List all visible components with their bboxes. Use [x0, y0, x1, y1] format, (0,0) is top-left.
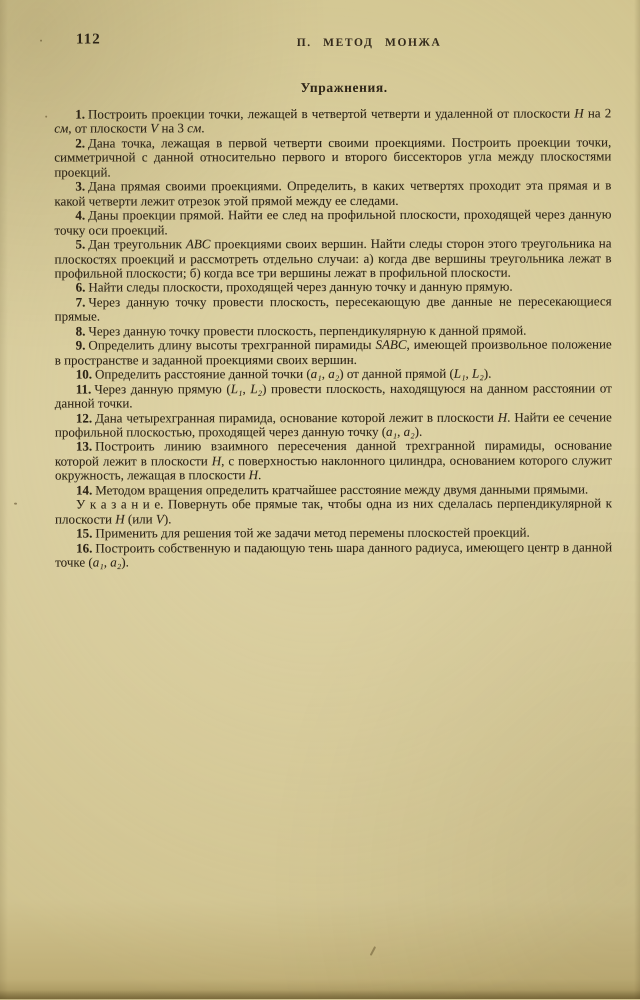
- note-text: У к а з а н и е. Повернуть обе прямые так, чтобы одна из них сделалась перпендикулярной к плоскости H (или V).: [55, 495, 613, 527]
- scan-speck: [40, 40, 42, 42]
- exercise-number: 5.: [75, 236, 86, 252]
- exercise-item-9: [55, 338, 612, 368]
- exercise-item-2: [54, 135, 611, 180]
- page-edge-shadow-bottom: [0, 990, 640, 999]
- scan-speck: [45, 116, 47, 118]
- running-header: П. МЕТОД МОНЖА: [296, 36, 442, 50]
- exercise-number: 6.: [75, 279, 86, 295]
- exercise-number: 10.: [75, 366, 93, 382]
- exercise-text: Через данную прямую (L₁, L₂) провести плоскость, находящуюся на данном расстоянии от данной точки.: [54, 379, 612, 411]
- exercise-number: 15.: [76, 525, 93, 541]
- exercise-text: Дана четырехгранная пирамида, основание которой лежит в плоскости H. Найти ее сечение профильной плоскостью, проходящей через данную точку (a₁, a₂).: [54, 408, 612, 440]
- exercise-text: Найти следы плоскости, проходящей через данную точку и данную прямую.: [88, 279, 513, 295]
- exercise-text: Дана прямая своими проекциями. Определить, в каких четвертях проходит эта прямая и в какой четверти лежит отрезок этой прямой между ее следами.: [54, 177, 612, 209]
- exercise-item-12: [55, 410, 612, 440]
- exercise-number: 13.: [75, 438, 93, 454]
- exercise-number: 4.: [75, 207, 86, 223]
- exercise-text: Построить собственную и падающую тень шара данного радиуса, имеющего центр в данной точке (a₁, a₂).: [55, 538, 613, 570]
- exercise-number: 12.: [75, 409, 93, 426]
- page-edge-shadow-left: [0, 0, 8, 999]
- exercise-number: 14.: [75, 482, 93, 498]
- exercise-number: 2.: [75, 135, 86, 151]
- exercise-item-11: [55, 381, 612, 411]
- exercise-text: Дана точка, лежащая в первой четверти своими проекциями. Построить проекции точки, симметричной с данной относительно первого и второго биссекторов угла между плоскостями проекций.: [54, 134, 612, 180]
- exercise-number: 9.: [75, 337, 86, 353]
- scan-scratch: [370, 946, 376, 956]
- exercise-number: 16.: [76, 540, 93, 556]
- section-title: Упражнения.: [300, 79, 388, 96]
- exercise-text: Даны проекции прямой. Найти ее след на профильной плоскости, проходящей через данную точку оси проекций.: [54, 206, 612, 238]
- exercise-item-7: [55, 294, 612, 324]
- exercise-item-16: [55, 540, 612, 570]
- exercise-item-13: [55, 439, 612, 484]
- exercise-list: [54, 106, 612, 570]
- exercise-text: Определить расстояние данной точки (a₁, a₂) от данной прямой (L₁, L₂).: [94, 365, 492, 382]
- exercise-number: 11.: [75, 381, 92, 397]
- exercise-item-5: [54, 236, 611, 281]
- exercise-item-1: [54, 106, 611, 136]
- instruction-note: [55, 497, 612, 527]
- exercise-item-3: [54, 179, 611, 209]
- exercise-text: Дан треугольник ABC проекциями своих вершин. Найти следы сторон этого треугольника на плоскостях проекций и рассмотреть отдельно случаи: а) когда две вершины треугольника лежат в профильной плоскости; б) когда все три вершины лежат в профильной плоскости.: [54, 235, 612, 281]
- exercise-text: Применить для решения той же задачи метод перемены плоскостей проекций.: [95, 524, 530, 541]
- exercise-item-4: [54, 208, 611, 238]
- scan-speck: [14, 503, 17, 505]
- exercise-text: Методом вращения определить кратчайшее расстояние между двумя данными прямыми.: [95, 481, 589, 498]
- exercise-number: 7.: [75, 294, 86, 310]
- exercise-number: 1.: [75, 106, 85, 122]
- exercise-text: Построить проекции точки, лежащей в четвертой четверти и удаленной от плоскости H на 2 см, от плоскости V на 3 см.: [54, 105, 612, 137]
- exercise-number: 3.: [75, 178, 86, 194]
- exercise-text: Определить длину высоты трехгранной пирамиды SABC, имеющей произвольное положение в пространстве и заданной проекциями своих вершин.: [54, 336, 612, 368]
- exercise-text: Построить линию взаимного пересечения данной трехгранной пирамиды, основание которой лежит в плоскости H, с поверхностью наклонного цилиндра, основанием которого служит окружность, лежащая в плоскости H.: [54, 437, 612, 483]
- exercise-number: 8.: [75, 323, 86, 339]
- exercise-text: Через данную точку провести плоскость, перпендикулярную к данной прямой.: [88, 322, 527, 339]
- page-edge-shadow-right: [634, 0, 640, 999]
- page-number: 112: [76, 31, 101, 48]
- exercise-text: Через данную точку провести плоскость, пересекающую две данные не пересекающиеся прямые.: [54, 293, 612, 324]
